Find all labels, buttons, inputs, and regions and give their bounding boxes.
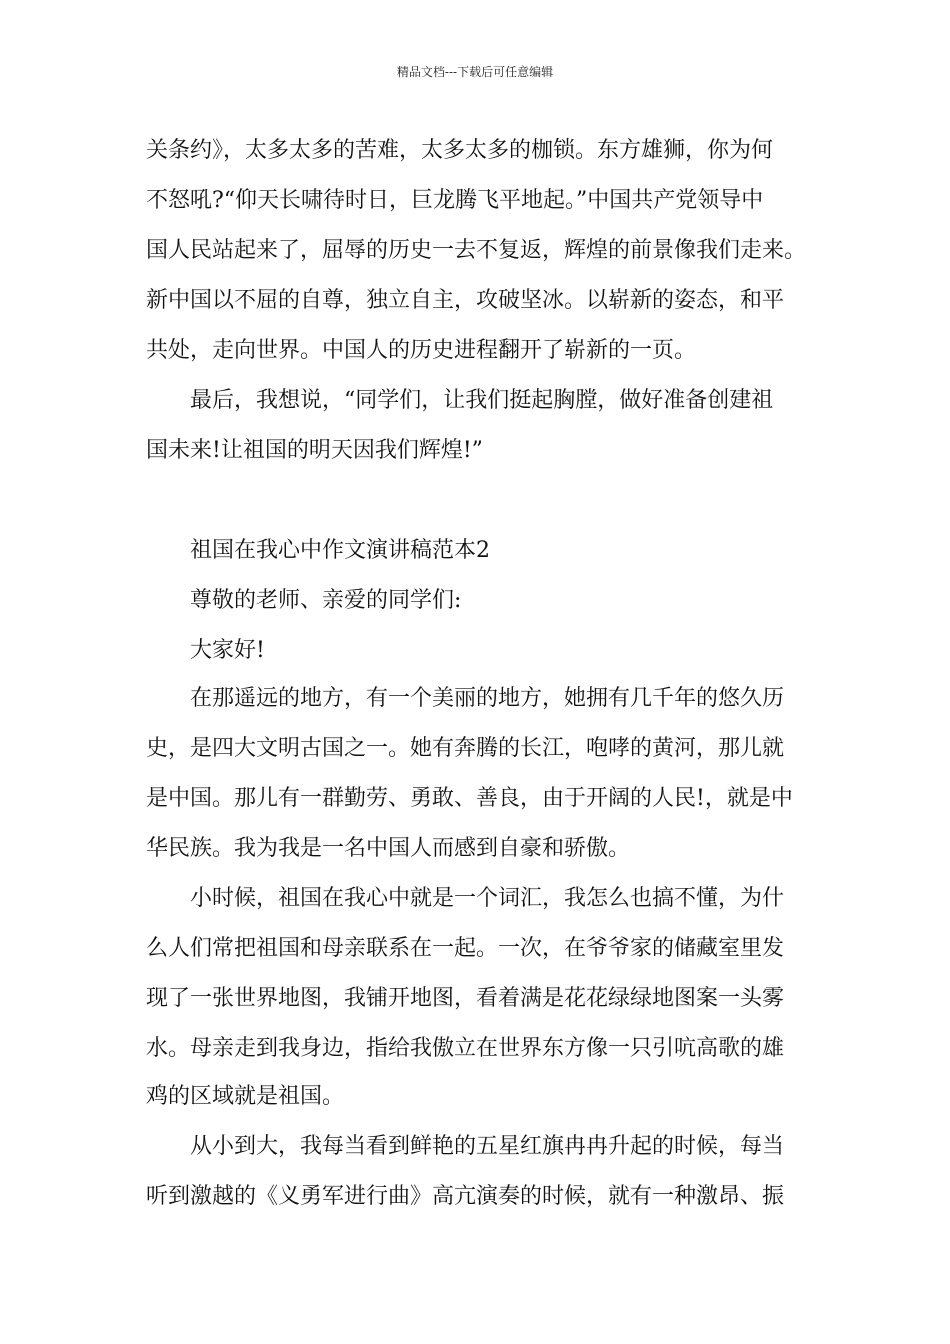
paragraph-line: 现了一张世界地图，我铺开地图，看着满是花花绿绿地图案一头雾 <box>146 986 785 1011</box>
paragraph-line: 最后，我想说，“同学们，让我们挺起胸膛，做好准备创建祖 <box>190 388 774 413</box>
paragraph-line: 水。母亲走到我身边，指给我傲立在世界东方像一只引吭高歌的雄 <box>146 1036 785 1061</box>
paragraph-line: 是中国。那儿有一群勤劳、勇敢、善良，由于开阔的人民!，就是中 <box>146 786 793 811</box>
salutation: 尊敬的老师、亲爱的同学们: <box>190 588 462 613</box>
paragraph-line: 关条约》，太多太多的苦难，太多太多的枷锁。东方雄狮，你为何 <box>146 138 774 163</box>
paragraph-line: 共处，走向世界。中国人的历史进程翻开了崭新的一页。 <box>146 338 697 363</box>
paragraph-line: 史，是四大文明古国之一。她有奔腾的长江，咆哮的黄河，那儿就 <box>146 736 785 761</box>
paragraph-line: 华民族。我为我是一名中国人而感到自豪和骄傲。 <box>146 836 631 861</box>
paragraph-line: 听到激越的《义勇军进行曲》高亢演奏的时候，就有一种激昂、振 <box>146 1184 785 1209</box>
paragraph-line: 新中国以不屈的自尊，独立自主，攻破坚冰。以崭新的姿态，和平 <box>146 288 785 313</box>
paragraph-line: 在那遥远的地方，有一个美丽的地方，她拥有几千年的悠久历 <box>190 686 785 711</box>
paragraph-line: 鸡的区域就是祖国。 <box>146 1084 345 1109</box>
page-header: 精品文档---下载后可任意编辑 <box>396 65 554 79</box>
section-title: 祖国在我心中作文演讲稿范本2 <box>190 538 490 563</box>
greeting: 大家好! <box>190 638 265 663</box>
paragraph-line: 么人们常把祖国和母亲联系在一起。一次，在爷爷家的储藏室里发 <box>146 936 785 961</box>
paragraph-line: 不怒吼?“仰天长啸待时日，巨龙腾飞平地起。”中国共产党领导中 <box>146 188 764 213</box>
paragraph-line: 小时候，祖国在我心中就是一个词汇，我怎么也搞不懂，为什 <box>190 886 785 911</box>
paragraph-line: 国人民站起来了，屈辱的历史一去不复返，辉煌的前景像我们走来。 <box>146 238 807 263</box>
paragraph-line: 从小到大，我每当看到鲜艳的五星红旗冉冉升起的时候，每当 <box>190 1134 785 1159</box>
paragraph-line: 国未来!让祖国的明天因我们辉煌!” <box>146 438 483 463</box>
